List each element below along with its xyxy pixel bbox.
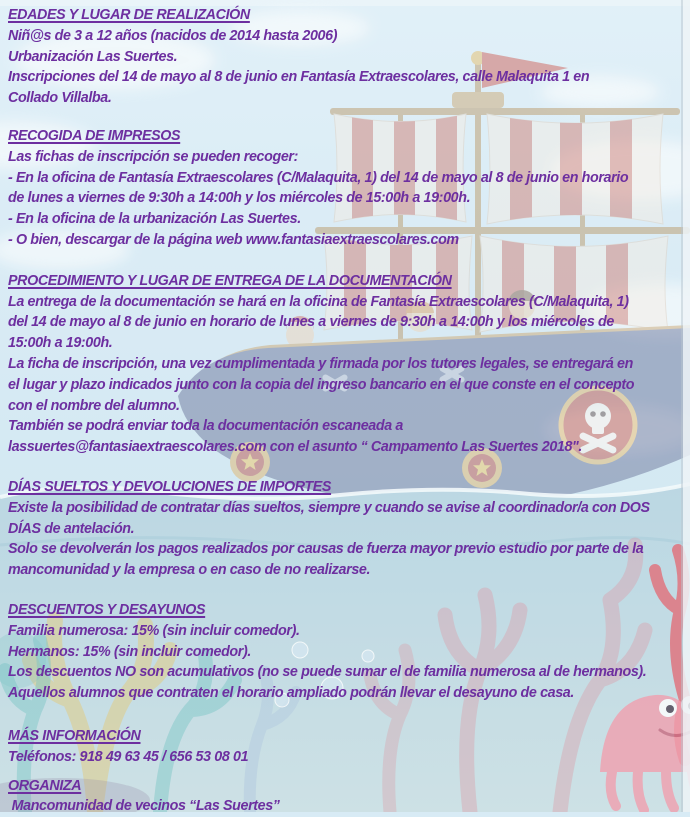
text-line: del 14 de mayo al 8 de junio en horario de lunes a viernes de 9:30h a 14:00h y los miércoles de [8, 312, 688, 333]
section-heading: PROCEDIMIENTO Y LUGAR DE ENTREGA DE LA DOCUMENTACIÓN [8, 271, 688, 292]
text-line: Familia numerosa: 15% (sin incluir comedor). [8, 621, 688, 642]
text-line: lassuertes@fantasiaextraescolares.com con el asunto “ Campamento Las Suertes 2018". [8, 437, 688, 458]
text-line: con el nombre del alumno. [8, 396, 688, 417]
text-line: - En la oficina de Fantasía Extraescolares (C/Malaquita, 1) del 14 de mayo al 8 de junio en horario [8, 168, 688, 189]
text-line: - O bien, descargar de la página web www.fantasiaextraescolares.com [8, 230, 688, 251]
text-line: Urbanización Las Suertes. [8, 47, 688, 68]
text-line: Niñ@s de 3 a 12 años (nacidos de 2014 hasta 2006) [8, 26, 688, 47]
flyer-section [8, 271, 688, 458]
text-line: de lunes a viernes de 9:30h a 14:00h y los miércoles de 15:00h a 19:00h. [8, 188, 688, 209]
text-line: mancomunidad y la empresa o en caso de no realizarse. [8, 560, 688, 581]
text-line: Las fichas de inscripción se pueden recoger: [8, 147, 688, 168]
section-heading: DÍAS SUELTOS Y DEVOLUCIONES DE IMPORTES [8, 477, 688, 498]
flyer-section [8, 477, 688, 581]
text-line: - En la oficina de la urbanización Las Suertes. [8, 209, 688, 230]
section-heading: DESCUENTOS Y DESAYUNOS [8, 600, 688, 621]
section-heading: MÁS INFORMACIÓN [8, 726, 688, 747]
section-heading: EDADES Y LUGAR DE REALIZACIÓN [8, 5, 688, 26]
text-line: También se podrá enviar toda la documentación escaneada a [8, 416, 688, 437]
text-line: Hermanos: 15% (sin incluir comedor). [8, 642, 688, 663]
text-line: Existe la posibilidad de contratar días sueltos, siempre y cuando se avise al coordinador/a con DOS [8, 498, 688, 519]
flyer-section [8, 600, 688, 704]
text-line: DÍAS de antelación. [8, 519, 688, 540]
flyer-section [8, 5, 688, 109]
section-heading: ORGANIZA [8, 776, 688, 797]
text-line: Teléfonos: 918 49 63 45 / 656 53 08 01 [8, 747, 688, 768]
text-line: Collado Villalba. [8, 88, 688, 109]
text-line: el lugar y plazo indicados junto con la copia del ingreso bancario en el que conste en el concepto [8, 375, 688, 396]
flyer-section [8, 726, 688, 768]
section-heading: RECOGIDA DE IMPRESOS [8, 126, 688, 147]
text-line: Aquellos alumnos que contraten el horario ampliado podrán llevar el desayuno de casa. [8, 683, 688, 704]
flyer-section [8, 776, 688, 817]
text-line: Los descuentos NO son acumulativos (no se puede sumar el de familia numerosa al de hermanos). [8, 662, 688, 683]
text-line: La entrega de la documentación se hará en la oficina de Fantasía Extraescolares (C/Malaquita, 1) [8, 292, 688, 313]
text-line: Mancomunidad de vecinos “Las Suertes” [8, 796, 688, 817]
text-line: La ficha de inscripción, una vez cumplimentada y firmada por los tutores legales, se entregará en [8, 354, 688, 375]
flyer-section [8, 126, 688, 251]
text-line: Inscripciones del 14 de mayo al 8 de junio en Fantasía Extraescolares, calle Malaquita 1 en [8, 67, 688, 88]
text-line: Solo se devolverán los pagos realizados por causas de fuerza mayor previo estudio por parte de la [8, 539, 688, 560]
text-line: 15:00h a 19:00h. [8, 333, 688, 354]
